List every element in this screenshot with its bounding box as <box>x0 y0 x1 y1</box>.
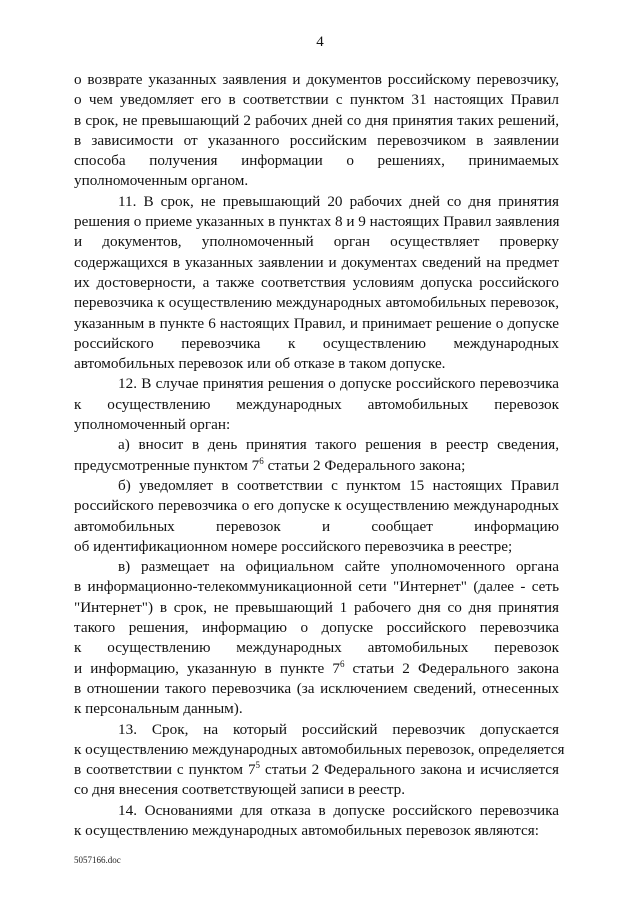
text-line: в соответствии с пунктом $7^5$ статьи 2 Федерального закона и исчисляется <box>74 760 559 779</box>
paragraph-12 <box>74 374 559 435</box>
text-line: к осуществлению международных автомобильных перевозок <box>74 395 559 413</box>
document-body <box>74 70 565 841</box>
text-line: о возврате указанных заявления и документов российскому перевозчику, <box>74 71 559 88</box>
text-line: и документов, уполномоченный орган осуществляет проверку <box>74 233 559 251</box>
text-line: 11. В срок, не превышающий 20 рабочих дней со дня принятия <box>118 192 559 210</box>
text-line: б) уведомляет в соответствии с пунктом 15 настоящих Правил <box>118 476 559 494</box>
paragraph-13 <box>74 720 565 801</box>
text-line: российского перевозчика о его допуске к осуществлению международных <box>74 497 559 515</box>
paragraph-12b <box>74 476 559 557</box>
text-line: решения о приеме указанных в пунктах 8 и 9 настоящих Правил заявления <box>74 213 560 231</box>
text-line: уполномоченный орган: <box>74 416 231 434</box>
text-line: к осуществлению международных автомобильных перевозок <box>74 639 559 657</box>
text-line: перевозчика к осуществлению международных автомобильных перевозок, <box>74 294 559 312</box>
page-number: 4 <box>316 34 324 50</box>
text-line: уполномоченным органом. <box>74 172 249 190</box>
text-line: к осуществлению международных автомобильных перевозок являются: <box>74 821 539 839</box>
text-line: в отношении такого перевозчика (за исключением сведений, отнесенных <box>74 679 559 697</box>
text-line: об идентификационном номере российского перевозчика в реестре; <box>74 537 513 555</box>
text-line: в) размещает на официальном сайте уполномоченного органа <box>118 558 559 576</box>
text-line: такого решения, информацию о допуске российского перевозчика <box>74 619 559 637</box>
text-line: в зависимости от указанного российским перевозчиком в заявлении <box>74 131 559 149</box>
text-line: 14. Основаниями для отказа в допуске российского перевозчика <box>118 801 559 819</box>
text-line: российского перевозчика к осуществлению международных <box>74 334 559 352</box>
text-line: автомобильных перевозок и сообщает информацию <box>74 517 559 535</box>
text-line: автомобильных перевозок или об отказе в таком допуске. <box>74 355 446 373</box>
text-line: к осуществлению международных автомобильных перевозок, определяется <box>74 740 565 758</box>
text-line: содержащихся в указанных заявлении и документах сведений на предмет <box>74 253 559 271</box>
text-line: 13. Срок, на который российский перевозчик допускается <box>118 720 559 738</box>
paragraph-continuation <box>74 70 559 192</box>
footer-filename: 5057166.doc <box>74 855 121 865</box>
text-line: о чем уведомляет его в соответствии с пунктом 31 настоящих Правил <box>74 91 559 109</box>
paragraph-12c <box>74 557 559 719</box>
paragraph-14 <box>74 801 559 842</box>
text-line: в информационно-телекоммуникационной сети "Интернет" (далее - сеть <box>74 578 559 596</box>
text-line: и информацию, указанную в пункте $7^6$ статьи 2 Федерального закона <box>74 658 559 677</box>
text-line: их достоверности, а также соответствия условиям допуска российского <box>74 273 559 291</box>
paragraph-11 <box>74 192 559 375</box>
text-line: "Интернет") в срок, не превышающий 1 рабочего дня со дня принятия <box>74 598 559 616</box>
text-line: указанным в пункте 6 настоящих Правил, и принимает решение о допуске <box>74 314 559 332</box>
text-line: в срок, не превышающий 2 рабочих дней со дня принятия таких решений, <box>74 111 559 129</box>
text-line: со дня внесения соответствующей записи в реестр. <box>74 781 406 799</box>
text-line: к персональным данным). <box>74 700 243 718</box>
text-line: способа получения информации о решениях, принимаемых <box>74 152 559 170</box>
text-line: а) вносит в день принятия такого решения в реестр сведения, <box>118 436 559 454</box>
paragraph-12a <box>74 435 559 476</box>
text-line: 12. В случае принятия решения о допуске российского перевозчика <box>118 375 559 393</box>
text-line: предусмотренные пунктом $7^6$ статьи 2 Федерального закона; <box>74 455 466 474</box>
